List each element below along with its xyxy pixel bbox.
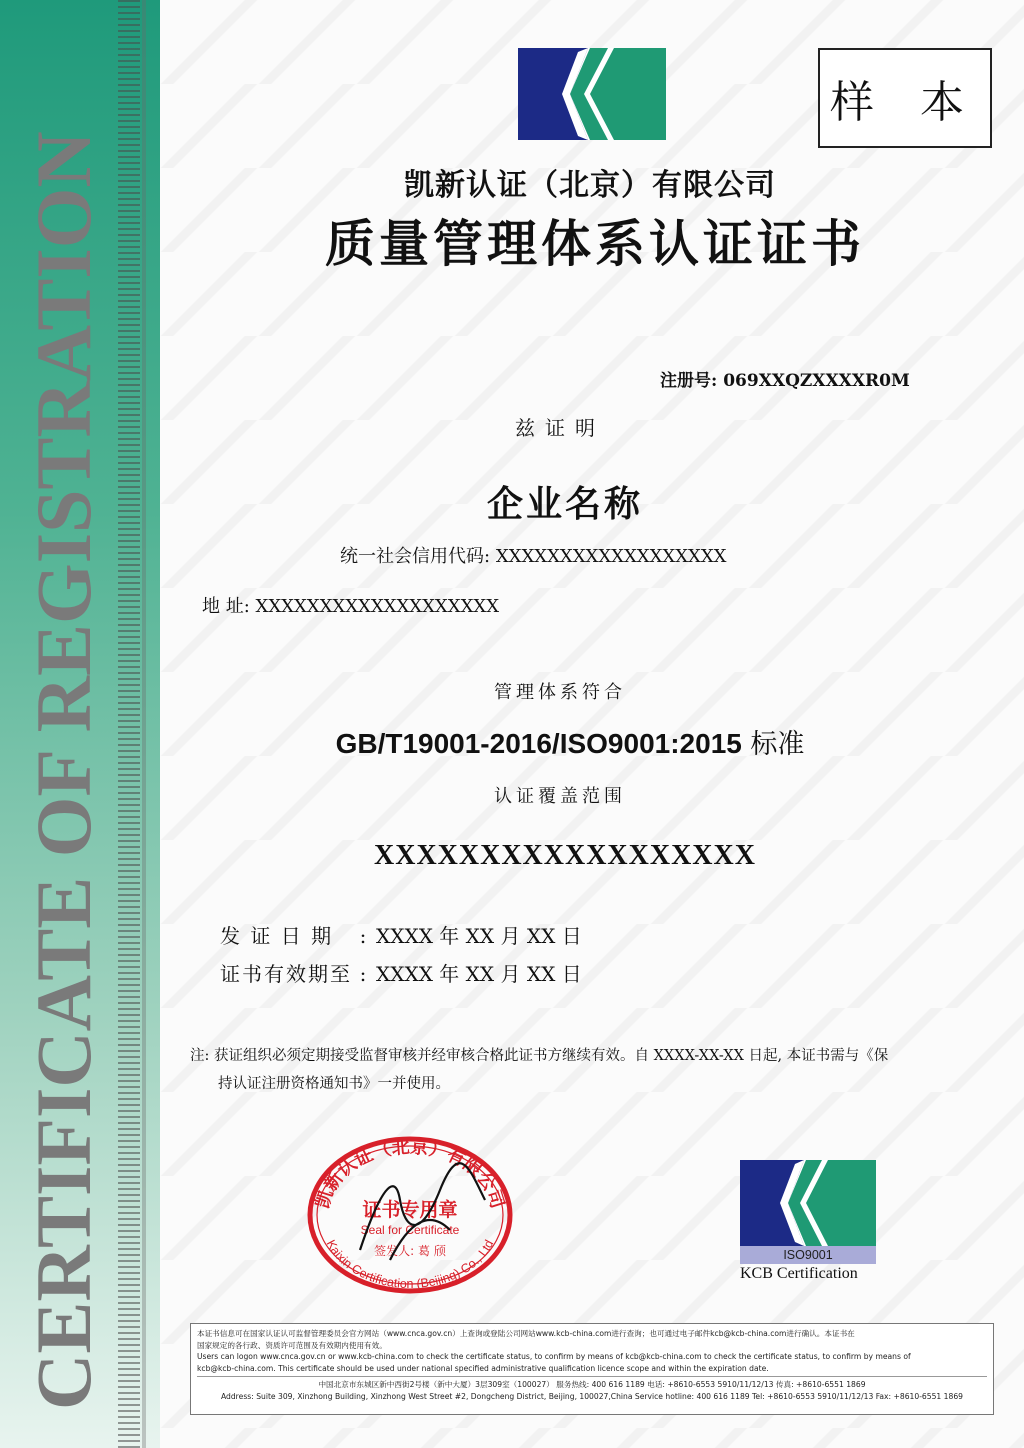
standard-code: GB/T19001-2016/ISO9001:2015 xyxy=(335,728,742,759)
kcb-logo xyxy=(740,1160,880,1283)
certificate-note xyxy=(190,1042,970,1098)
organization-name: 企业名称 xyxy=(486,483,643,525)
side-rail xyxy=(118,0,140,1448)
ms-conform-label: 管理体系符合 xyxy=(494,682,626,703)
issue-date-label: 发 证 日 期 xyxy=(220,924,334,948)
standard-suffix: 标准 xyxy=(741,729,805,760)
credit-code-value: XXXXXXXXXXXXXXXXXX xyxy=(495,546,727,567)
footer-divider xyxy=(197,1376,987,1377)
valid-until-label: 证书有效期至 xyxy=(220,962,352,986)
valid-until-row xyxy=(220,958,720,987)
reg-no-value: 069XXQZXXXXR0M xyxy=(723,371,910,391)
kcb-mark xyxy=(740,1160,876,1246)
standard xyxy=(240,722,900,761)
side-rail-line xyxy=(142,0,146,1448)
kcb-name: KCB Certification xyxy=(740,1265,858,1282)
side-band xyxy=(0,0,160,1448)
scope-label: 认证覆盖范围 xyxy=(494,786,626,807)
valid-until-colon: : xyxy=(359,962,367,986)
seal-top-text: 凯新认证（北京）有限公司 xyxy=(312,1136,508,1211)
credit-code-label: 统一社会信用代码: xyxy=(340,546,491,567)
certificate-title: 质量管理体系认证证书 xyxy=(325,214,865,273)
sample-stamp: 样 本 xyxy=(818,48,992,148)
seal-center-en: Seal for Certificate xyxy=(360,1223,460,1237)
footer-en-line-1: Users can logon www.cnca.gov.cn or www.kcb-china.com to check the certificate status, to confirm by means of kcb@kcb-china.com to check the certificate status, to confirm by means of xyxy=(197,1352,911,1361)
issue-date-value: XXXX 年 XX 月 XX 日 xyxy=(376,924,582,948)
seal-icon xyxy=(300,1130,520,1300)
kcb-iso-label: ISO9001 xyxy=(740,1246,876,1264)
vertical-registration-text: CERTIFICATE OF REGISTRATION xyxy=(20,131,107,1410)
note-line-2: 持认证注册资格通知书》一并使用。 xyxy=(218,1076,450,1092)
company-logo xyxy=(518,48,666,140)
address-value: XXXXXXXXXXXXXXXXXXX xyxy=(255,596,500,617)
credit-code xyxy=(340,542,820,568)
address xyxy=(202,592,762,618)
note-line-1: 注: 获证组织必须定期接受监督审核并经审核合格此证书方继续有效。自 XXXX-XX-XX 日起, 本证书需与《保 xyxy=(190,1048,889,1064)
footer-en-line-2: kcb@kcb-china.com. This certificate should be used under national specified administrative qualification licence scope and within the expiration date. xyxy=(197,1363,769,1373)
footer-address-en: Address: Suite 309, Xinzhong Building, Xinzhong West Street #2, Dongcheng District, Beijing, 100027,China Service hotline: 400 616 1189 Tel: +8610-6553 5910/11/12/13 Fax: +8610-6551 1869 xyxy=(220,1391,964,1401)
kcb-k-icon xyxy=(740,1160,876,1246)
footer-info xyxy=(190,1323,994,1415)
hereby-certify: 兹证明 xyxy=(515,416,605,440)
issue-date-row xyxy=(220,920,720,949)
k-logo-icon xyxy=(518,48,666,140)
footer-cn-line-2: 国家规定的各行政、资质许可范围及有效期内使用有效。 xyxy=(197,1340,387,1350)
seal-bottom-text: Kaixin Certification (Beijing) Co., Ltd xyxy=(323,1237,497,1292)
reg-no-label: 注册号: xyxy=(660,371,718,391)
footer-address-cn: 中国北京市东城区新中西街2号楼（新中大厦）3层309室（100027） 服务热线: 400 616 1189 电话: +8610-6553 5910/11/12/13 传真: +8610-6551 1869 xyxy=(318,1380,866,1389)
seal-center-cn: 证书专用章 xyxy=(362,1199,458,1221)
official-seal xyxy=(300,1130,520,1300)
registration-number xyxy=(660,366,960,391)
issuer-name: 凯新认证（北京）有限公司 xyxy=(404,168,776,203)
address-label: 地 址: xyxy=(202,596,250,617)
seal-signer: 签发人: 葛 颀 xyxy=(374,1244,446,1258)
scope-value: XXXXXXXXXXXXXXXXXX xyxy=(374,840,756,871)
valid-until-value: XXXX 年 XX 月 XX 日 xyxy=(376,962,582,986)
footer-cn-line-1: 本证书信息可在国家认证认可监督管理委员会官方网站（www.cnca.gov.cn）上查询或登陆公司网站www.kcb-china.com进行查询；也可通过电子邮件kcb@kcb-china.com进行确认。本证书在 xyxy=(197,1329,855,1338)
issue-date-colon: : xyxy=(359,924,367,948)
